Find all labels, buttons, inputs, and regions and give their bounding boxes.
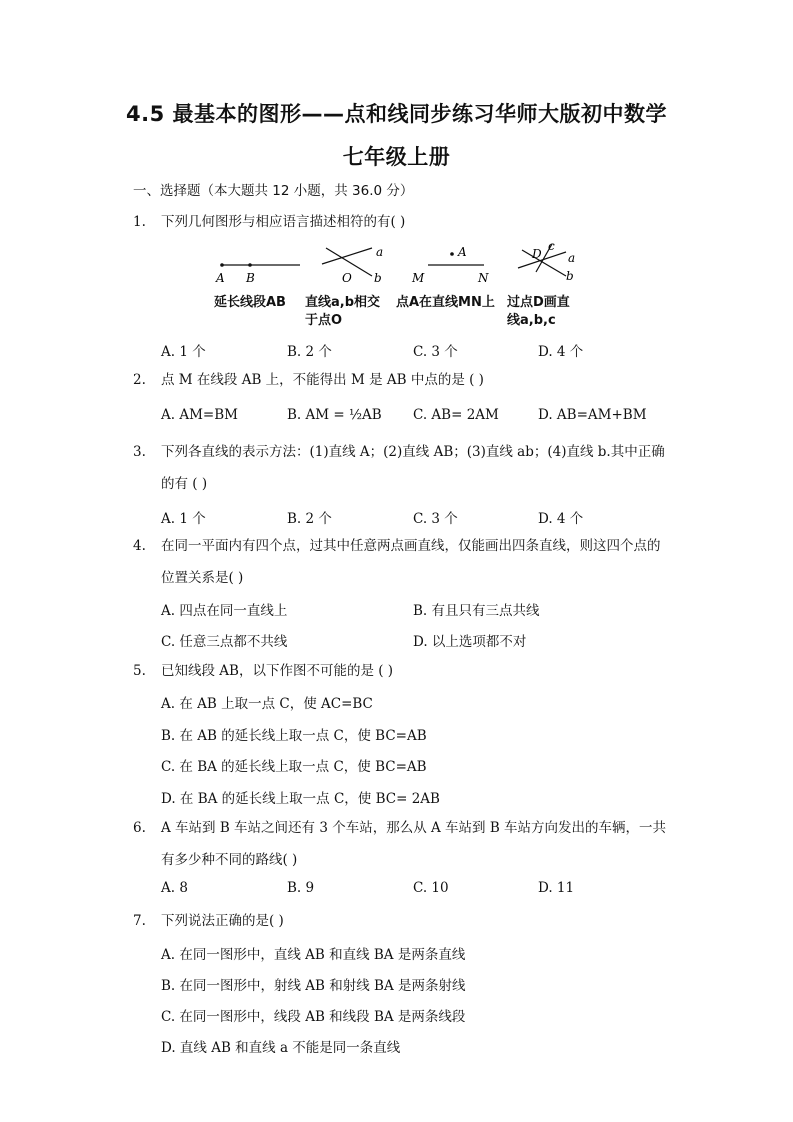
question-number: 1.: [133, 214, 146, 230]
question-text: 下列说法正确的是( ): [161, 913, 284, 929]
question-6: [133, 812, 673, 876]
q3-option-a[interactable]: A. 1 个: [161, 511, 206, 527]
question-text: 下列各直线的表示方法：(1)直线 A；(2)直线 AB；(3)直线 ab；(4)直线 b.其中正确的有 ( ): [161, 444, 665, 492]
q1-option-a[interactable]: A. 1 个: [161, 344, 206, 360]
q7-option-c[interactable]: C. 在同一图形中，线段 AB 和线段 BA 是两条线段: [161, 1009, 466, 1025]
label-a-outside: A: [458, 245, 467, 259]
fig-caption-4a: 过点D画直: [507, 295, 570, 310]
page-title-line1: 4.5 最基本的图形——点和线同步练习华师大版初中数学: [125, 102, 667, 126]
q7-option-a[interactable]: A. 在同一图形中，直线 AB 和直线 BA 是两条直线: [161, 947, 466, 963]
label-b-3: b: [566, 269, 574, 283]
fig-caption-2b: 于点O: [305, 313, 343, 328]
q7-option-d[interactable]: D. 直线 AB 和直线 a 不能是同一条直线: [161, 1040, 401, 1056]
label-a-3: a: [568, 251, 576, 265]
point-a-outside: [450, 252, 454, 256]
q5-option-d[interactable]: D. 在 BA 的延长线上取一点 C，使 BC= 2AB: [161, 791, 440, 807]
label-a: A: [216, 271, 225, 285]
q6-option-a[interactable]: A. 8: [161, 880, 188, 896]
label-b: B: [246, 271, 255, 285]
fig-caption-4b: 线a,b,c: [507, 313, 556, 328]
q3-option-c[interactable]: C. 3 个: [413, 511, 458, 527]
question-number: 6.: [133, 820, 146, 836]
q5-option-c[interactable]: C. 在 BA 的延长线上取一点 C，使 BC=AB: [161, 759, 427, 775]
q6-option-d[interactable]: D. 11: [538, 880, 575, 896]
q2-option-a[interactable]: A. AM=BM: [161, 407, 238, 423]
q2-option-b[interactable]: B. AM = ½AB: [287, 407, 382, 423]
q4-option-d[interactable]: D. 以上选项都不对: [413, 634, 527, 650]
q1-option-c[interactable]: C. 3 个: [413, 344, 458, 360]
question-number: 4.: [133, 538, 146, 554]
fig-caption-2a: 直线a,b相交: [305, 295, 381, 310]
q4-option-a[interactable]: A. 四点在同一直线上: [161, 603, 288, 619]
q2-option-c[interactable]: C. AB= 2AM: [413, 407, 499, 423]
fig-caption-1: 延长线段AB: [214, 295, 286, 310]
question-7: [133, 905, 673, 937]
section-heading: 一、选择题（本大题共 12 小题，共 36.0 分）: [133, 183, 414, 199]
point-a: [220, 263, 224, 267]
question-text: 已知线段 AB，以下作图不可能的是 ( ): [161, 663, 394, 679]
question-number: 5.: [133, 663, 146, 679]
q3-option-b[interactable]: B. 2 个: [287, 511, 332, 527]
q7-option-b[interactable]: B. 在同一图形中，射线 AB 和射线 BA 是两条射线: [161, 978, 466, 994]
question-5: [133, 655, 673, 687]
question-number: 3.: [133, 444, 146, 460]
question-3: [133, 436, 673, 500]
q1-figure: [0, 240, 793, 330]
point-b: [248, 263, 252, 267]
q1-option-d[interactable]: D. 4 个: [538, 344, 584, 360]
q4-option-c[interactable]: C. 任意三点都不共线: [161, 634, 288, 650]
q2-option-d[interactable]: D. AB=AM+BM: [538, 407, 647, 423]
question-text: 点 M 在线段 AB 上，不能得出 M 是 AB 中点的是 ( ): [161, 372, 484, 388]
label-m: M: [412, 271, 425, 285]
label-a-line: a: [376, 245, 384, 259]
q4-option-b[interactable]: B. 有且只有三点共线: [413, 603, 540, 619]
question-text: 在同一平面内有四个点，过其中任意两点画直线，仅能画出四条直线，则这四个点的位置关系是( ): [161, 538, 661, 586]
page-title-line2: 七年级上册: [342, 145, 451, 169]
question-number: 7.: [133, 913, 146, 929]
label-n: N: [478, 271, 489, 285]
q1-option-b[interactable]: B. 2 个: [287, 344, 332, 360]
question-1: [133, 206, 673, 238]
q6-option-c[interactable]: C. 10: [413, 880, 449, 896]
question-text: 下列几何图形与相应语言描述相符的有( ): [161, 214, 406, 230]
q3-option-d[interactable]: D. 4 个: [538, 511, 584, 527]
q5-option-a[interactable]: A. 在 AB 上取一点 C，使 AC=BC: [161, 696, 373, 712]
label-c: c: [548, 240, 555, 253]
fig-caption-3: 点A在直线MN上: [396, 295, 495, 310]
question-text: A 车站到 B 车站之间还有 3 个车站，那么从 A 车站到 B 车站方向发出的车辆，一共有多少种不同的路线( ): [161, 820, 667, 868]
question-4: [133, 530, 673, 594]
question-2: [133, 364, 673, 396]
label-b-line: b: [374, 271, 382, 285]
q6-option-b[interactable]: B. 9: [287, 880, 315, 896]
label-o: O: [342, 271, 352, 285]
question-number: 2.: [133, 372, 146, 388]
line-a-2: [518, 252, 566, 268]
q5-option-b[interactable]: B. 在 AB 的延长线上取一点 C，使 BC=AB: [161, 728, 427, 744]
label-d: D: [532, 247, 542, 261]
